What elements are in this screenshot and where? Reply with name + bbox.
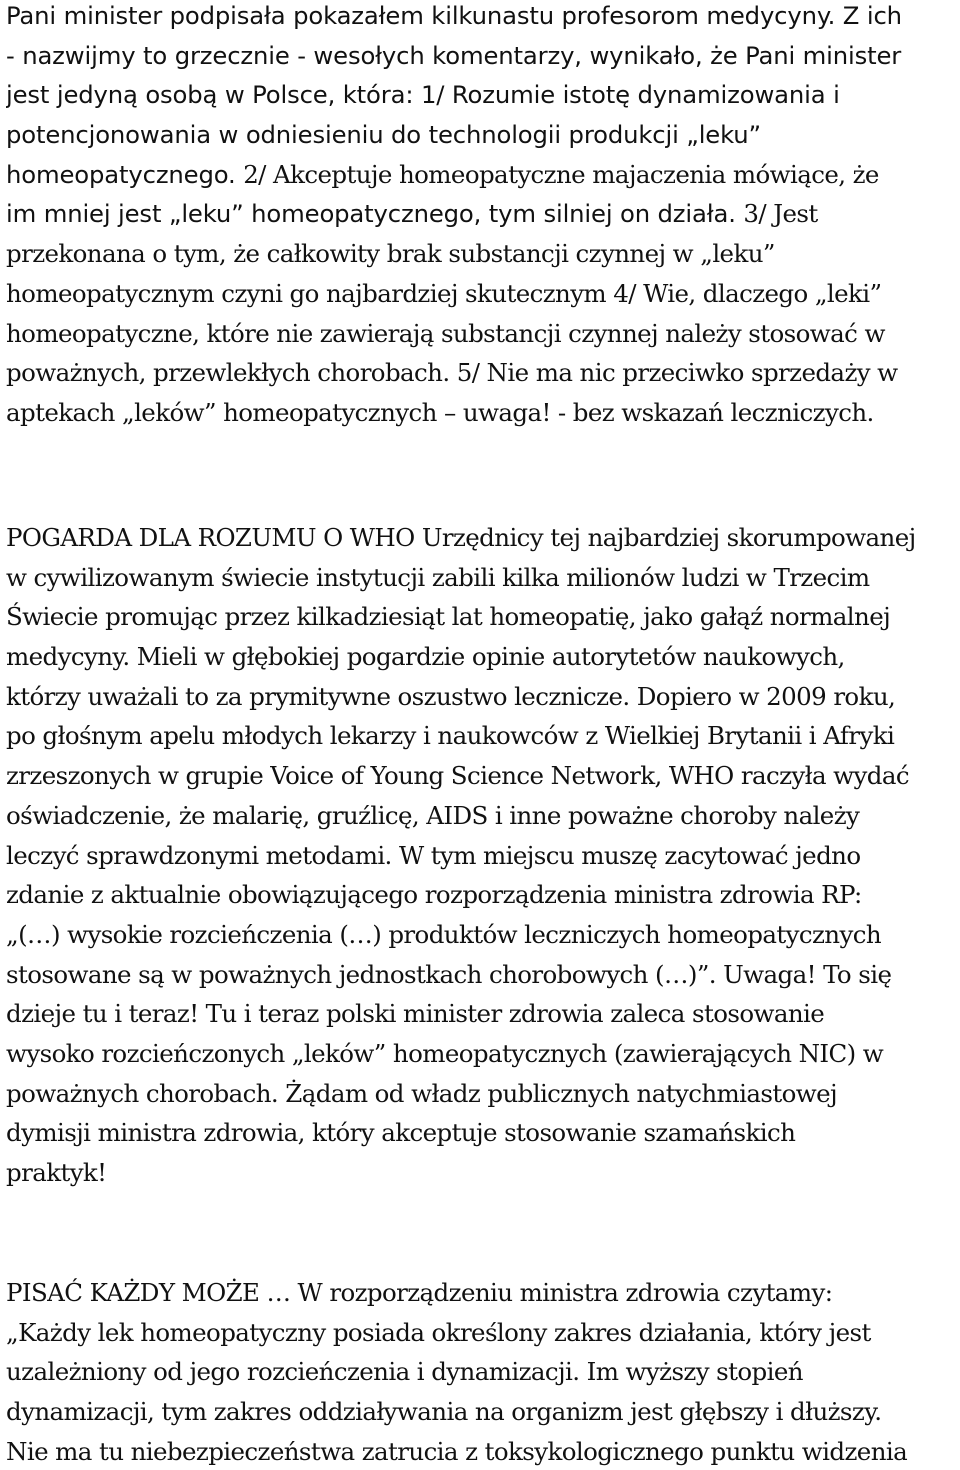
text-segment: leczyć sprawdzonymi metodami. W tym miejscu muszę zacytować jedno <box>6 840 861 870</box>
text-segment: w cywilizowanym świecie instytucji zabili kilka milionów ludzi w Trzecim <box>6 562 870 592</box>
text-line <box>6 915 916 955</box>
text-segment: homeopatycznym czyni go najbardziej skutecznym 4/ Wie, dlaczego „leki” <box>6 278 882 308</box>
text-segment: POGARDA DLA ROZUMU O WHO Urzędnicy tej najbardziej skorumpowanej <box>6 523 916 552</box>
text-segment: uzależniony od jego rozcieńczenia i dynamizacji. Im wyższy stopień <box>6 1357 803 1387</box>
text-line <box>6 1074 916 1114</box>
text-line <box>6 716 916 756</box>
text-segment: 3/ Jest <box>743 199 818 229</box>
text-segment: po głośnym apelu młodych lekarzy i naukowców z Wielkiej Brytanii i Afryki <box>6 721 895 751</box>
text-line <box>6 1352 907 1392</box>
text-segment: Świecie promując przez kilkadziesiąt lat homeopatię, jako gałąź normalnej <box>6 602 891 632</box>
text-line <box>6 353 902 393</box>
text-line <box>6 637 916 677</box>
text-line <box>6 194 902 234</box>
text-segment: stosowane są w poważnych jednostkach chorobowych (…)”. Uwaga! To się <box>6 959 892 989</box>
text-line <box>6 836 916 876</box>
text-line <box>6 314 902 354</box>
text-line <box>6 1392 907 1432</box>
text-line <box>6 36 902 76</box>
text-segment: przekonana o tym, że całkowity brak substancji czynnej w „leku” <box>6 239 775 269</box>
text-line <box>6 234 902 274</box>
text-segment: dymisji ministra zdrowia, który akceptuje stosowanie szamańskich <box>6 1118 796 1148</box>
text-segment: „(…) wysokie rozcieńczenia (…) produktów leczniczych homeopatycznych <box>6 919 882 949</box>
paragraph-who-contempt <box>6 518 916 1193</box>
text-line <box>6 274 902 314</box>
text-segment: homeopatyczne, które nie zawierają substancji czynnej należy stosować w <box>6 318 885 348</box>
text-line <box>6 1313 907 1353</box>
text-line <box>6 75 902 115</box>
text-line <box>6 393 902 433</box>
text-segment: wysoko rozcieńczonych „leków” homeopatycznych (zawierających NIC) w <box>6 1038 884 1068</box>
text-segment: zdanie z aktualnie obowiązującego rozporządzenia ministra zdrowia RP: <box>6 880 862 910</box>
text-segment: PISAĆ KAŻDY MOŻE … W rozporządzeniu ministra zdrowia czytamy: <box>6 1278 833 1307</box>
text-segment: zrzeszonych w grupie Voice of Young Science Network, WHO raczyła wydać <box>6 761 910 791</box>
text-line <box>6 597 916 637</box>
text-segment: Pani minister podpisała pokazałem kilkunastu profesorom medycyny. Z ich <box>6 1 902 30</box>
text-line <box>6 0 902 36</box>
document-page <box>6 0 956 1470</box>
text-segment: oświadczenie, że malarię, gruźlicę, AIDS i inne poważne choroby należy <box>6 800 860 830</box>
text-segment: 2/ Akceptuje homeopatyczne majaczenia mówiące, że <box>243 159 879 189</box>
text-line <box>6 1432 907 1470</box>
text-line <box>6 1034 916 1074</box>
text-segment: - nazwijmy to grzecznie - wesołych komentarzy, wynikało, że Pani minister <box>6 40 902 70</box>
text-segment: medycyny. Mieli w głębokiej pogardzie opinie autorytetów naukowych, <box>6 642 845 672</box>
text-segment: Nie ma tu niebezpieczeństwa zatrucia z toksykologicznego punktu widzenia <box>6 1436 908 1466</box>
text-segment: homeopatycznego. <box>6 159 244 189</box>
text-line <box>6 955 916 995</box>
text-segment: jest jedyną osobą w Polsce, która: 1/ Rozumie istotę dynamizowania i <box>6 80 840 110</box>
text-line <box>6 994 916 1034</box>
text-line <box>6 558 916 598</box>
text-line <box>6 1153 916 1193</box>
text-line <box>6 1113 916 1153</box>
text-line <box>6 796 916 836</box>
text-line <box>6 155 902 195</box>
text-segment: „Każdy lek homeopatyczny posiada określony zakres działania, który jest <box>6 1317 871 1347</box>
paragraph-anyone-can-write <box>6 1273 907 1470</box>
text-segment: dynamizacji, tym zakres oddziaływania na organizm jest głębszy i dłuższy. <box>6 1397 882 1427</box>
text-segment: potencjonowania w odniesieniu do technologii produkcji „leku” <box>6 120 761 150</box>
text-line <box>6 115 902 155</box>
text-segment: im mniej jest „leku” homeopatycznego, tym silniej on działa. <box>6 199 744 229</box>
text-segment: dzieje tu i teraz! Tu i teraz polski minister zdrowia zaleca stosowanie <box>6 999 825 1029</box>
text-line <box>6 677 916 717</box>
text-line <box>6 1273 907 1313</box>
text-segment: praktyk! <box>6 1158 107 1187</box>
text-line <box>6 756 916 796</box>
text-segment: aptekach „leków” homeopatycznych – uwaga! - bez wskazań leczniczych. <box>6 397 874 427</box>
text-segment: poważnych chorobach. Żądam od władz publicznych natychmiastowej <box>6 1078 838 1108</box>
paragraph-homeopathy-minister <box>6 0 902 433</box>
text-segment: poważnych, przewlekłych chorobach. 5/ Nie ma nic przeciwko sprzedaży w <box>6 358 898 388</box>
text-segment: którzy uważali to za prymitywne oszustwo lecznicze. Dopiero w 2009 roku, <box>6 681 896 711</box>
text-line <box>6 875 916 915</box>
text-line <box>6 518 916 558</box>
